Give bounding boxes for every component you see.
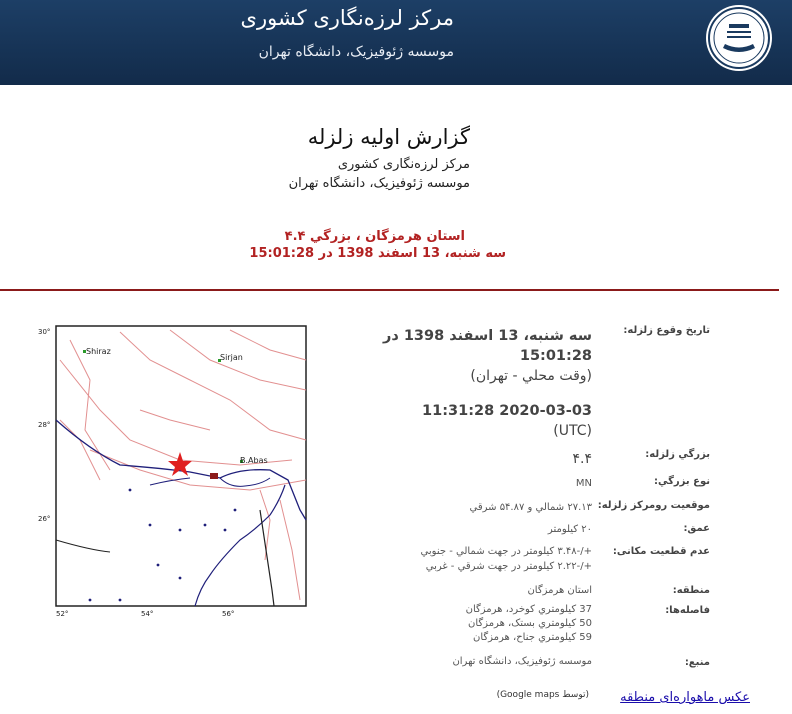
site-title: مرکز لرزه‌نگاری کشوری bbox=[240, 6, 454, 30]
location-value: ۲۷.۱۳ شمالي و ۵۴.۸۷ شرقي bbox=[469, 502, 592, 513]
distance-1: 37 کیلومتري کوخرد، هرمزگان bbox=[465, 604, 592, 615]
date-local-1: سه شنبه، 13 اسفند 1398 در bbox=[382, 328, 592, 344]
uncertainty-ew: +/-۲.۲۲ کیلومتر در جهت شرقي - غربي bbox=[425, 561, 592, 572]
region-label: منطقه: bbox=[672, 585, 710, 596]
lon-tick-label: 52° bbox=[56, 610, 69, 618]
magtype-value: MN bbox=[575, 478, 592, 489]
report-headline-date: سه شنبه، 13 اسفند 1398 در 15:01:28 bbox=[249, 246, 506, 261]
divider bbox=[0, 289, 779, 291]
lon-tick-label: 54° bbox=[141, 610, 154, 618]
satellite-image-link[interactable]: عکس ماهواره‌ای منطقه bbox=[620, 690, 750, 705]
uncertainty-label: عدم قطعیت مکانی: bbox=[612, 546, 710, 557]
lat-tick-label: 26° bbox=[38, 515, 51, 523]
site-subtitle: موسسه ژئوفیزیک، دانشگاه تهران bbox=[258, 44, 454, 60]
source-label: منبع: bbox=[684, 657, 710, 668]
date-utc-note: (UTC) bbox=[553, 423, 592, 439]
report-institute: موسسه ژئوفیزیک، دانشگاه تهران bbox=[288, 176, 470, 191]
date-label: تاریخ وقوع زلزله: bbox=[623, 325, 710, 336]
epicenter-map bbox=[30, 320, 320, 620]
date-utc: 2020-03-03 11:31:28 bbox=[422, 403, 592, 419]
source-value: موسسه ژئوفیزیک، دانشگاه تهران bbox=[452, 656, 592, 667]
site-header bbox=[0, 0, 792, 85]
report-headline: استان هرمزگان ، بزرگي ۴.۴ bbox=[284, 229, 465, 244]
lat-tick-label: 30° bbox=[38, 328, 51, 336]
magnitude-label: بزرگي زلزله: bbox=[645, 449, 710, 460]
city-label: Sirjan bbox=[220, 353, 243, 362]
date-local-2: 15:01:28 bbox=[519, 348, 592, 364]
city-label: B.Abas bbox=[240, 456, 268, 465]
report-center: مرکز لرزه‌نگاری کشوری bbox=[337, 157, 470, 172]
lon-tick-label: 56° bbox=[222, 610, 235, 618]
distance-label: فاصله‌ها: bbox=[665, 605, 710, 616]
uncertainty-ns: +/-۳.۴۸ کیلومتر در جهت شمالي - جنوبي bbox=[420, 546, 592, 557]
city-label: Shiraz bbox=[86, 347, 111, 356]
distance-2: 50 کیلومتري بستک، هرمزگان bbox=[468, 618, 592, 629]
distance-3: 59 کیلومتري جناح، هرمزگان bbox=[473, 632, 592, 643]
region-value: استان هرمزگان bbox=[527, 585, 592, 596]
university-logo[interactable] bbox=[705, 4, 773, 72]
lat-tick-label: 28° bbox=[38, 421, 51, 429]
report-title: گزارش اولیه زلزله bbox=[307, 125, 470, 149]
date-local-note: (وقت محلي - تهران) bbox=[470, 368, 592, 384]
google-maps-note: (توسط Google maps) bbox=[496, 690, 589, 700]
magnitude-value: ۴.۴ bbox=[572, 451, 592, 467]
depth-value: ۲۰ کیلومتر bbox=[547, 524, 592, 535]
magtype-label: نوع بزرگي: bbox=[653, 476, 710, 487]
location-label: موقعیت رومرکز زلزله: bbox=[597, 500, 710, 511]
depth-label: عمق: bbox=[683, 523, 710, 534]
